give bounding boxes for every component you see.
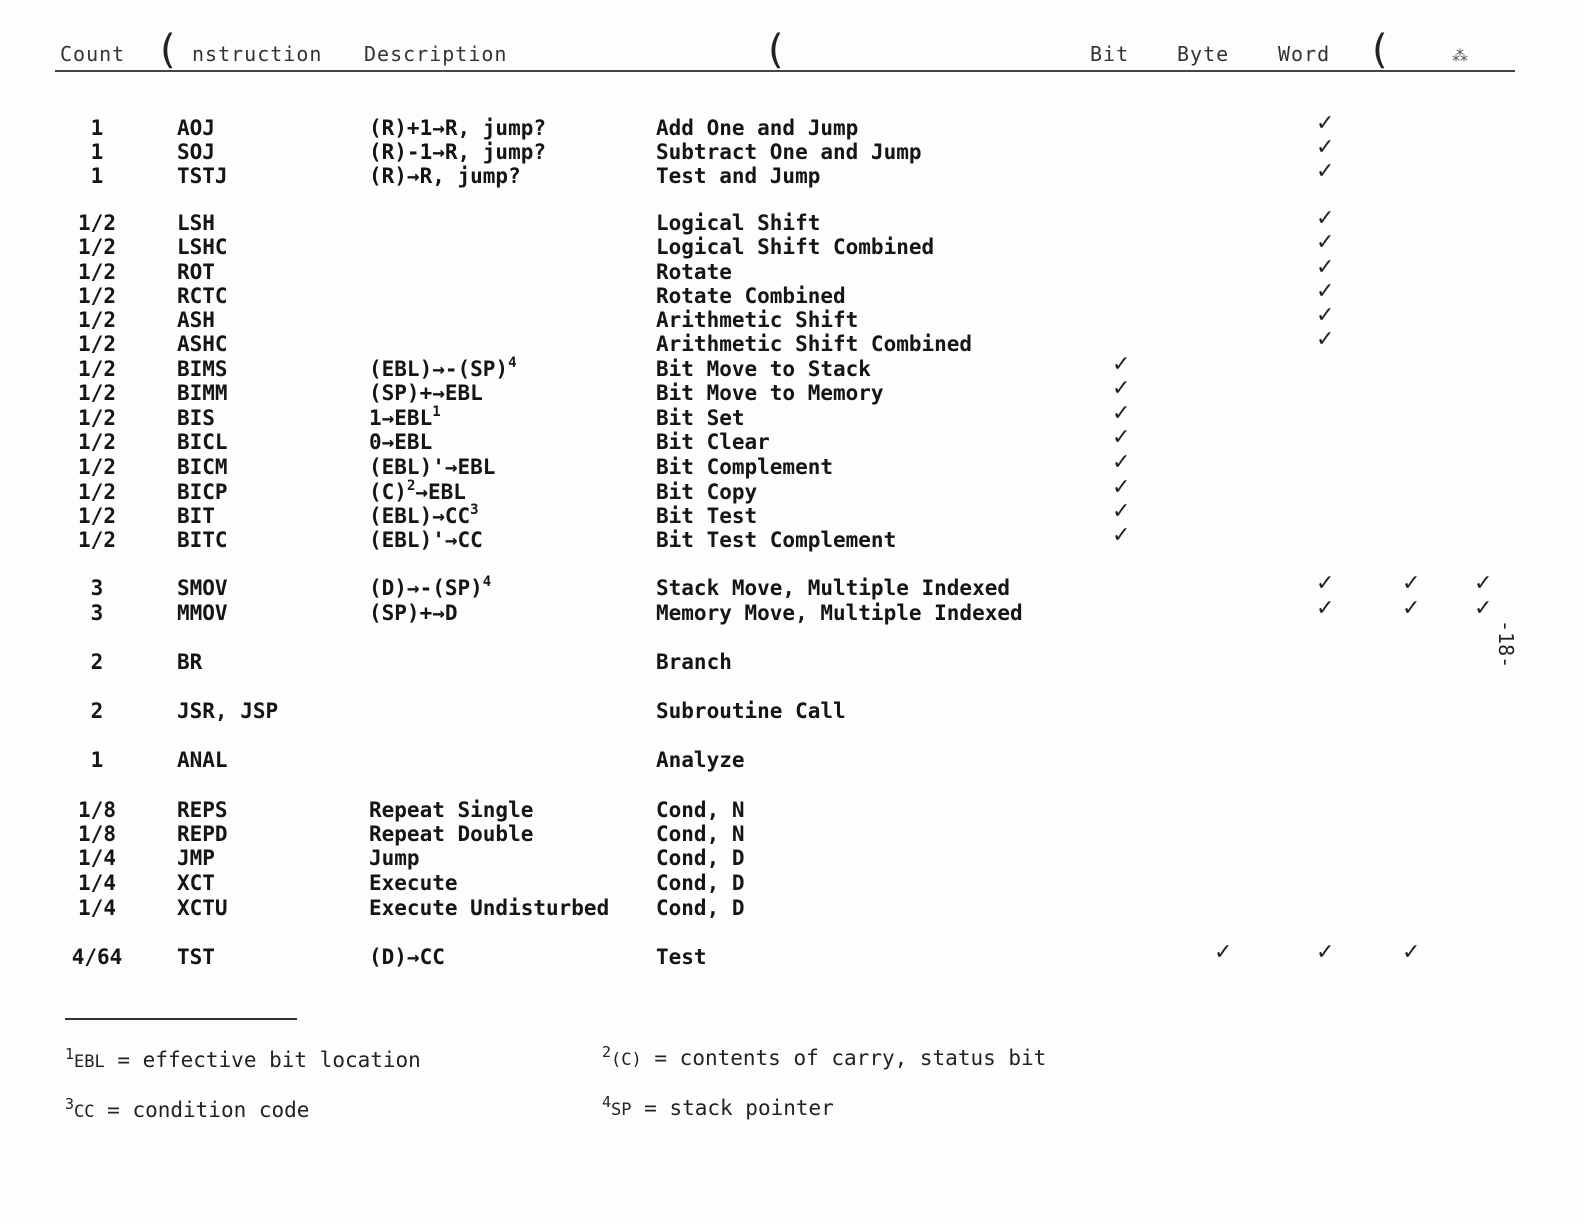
check-icon: ✓: [1316, 327, 1335, 352]
row-instruction: LSHC: [177, 235, 228, 259]
row-instruction: REPS: [177, 798, 228, 822]
row-instruction: TST: [177, 945, 215, 969]
smudge-mark: ⁂: [1452, 46, 1468, 65]
row-instruction: BICP: [177, 480, 228, 504]
check-icon: ✓: [1402, 940, 1421, 965]
check-icon: ✓: [1474, 571, 1493, 596]
row-description: Add One and Jump: [656, 116, 859, 140]
footnote-abbr: SP: [611, 1100, 632, 1120]
row-count: 1/2: [78, 381, 116, 405]
check-icon: ✓: [1112, 401, 1131, 426]
check-icon: ✓: [1112, 425, 1131, 450]
header-word: Word: [1278, 42, 1331, 66]
footnote-ref: 4: [508, 355, 517, 371]
row-count: 1: [90, 116, 104, 140]
header-byte: Byte: [1177, 42, 1230, 66]
row-description: Bit Test Complement: [656, 528, 897, 552]
footnote-abbr: EBL: [74, 1052, 105, 1072]
row-description: Bit Move to Memory: [656, 381, 884, 405]
paren-mark: (: [160, 27, 176, 73]
row-count: 1/8: [78, 822, 116, 846]
row-count: 1/2: [78, 308, 116, 332]
header-count: Count: [60, 42, 126, 66]
row-count: 1/8: [78, 798, 116, 822]
row-description: Rotate: [656, 260, 732, 284]
row-operation: $1\to EBL^1$: [369, 404, 441, 430]
row-operation: (R)+1→R, jump?: [369, 116, 547, 140]
row-operation: $(C)^2\to EBL$: [369, 478, 466, 504]
row-count: 1/2: [78, 260, 116, 284]
footnote: [602, 1040, 1046, 1072]
row-instruction: RCTC: [177, 284, 228, 308]
row-operation: (R)→R, jump?: [369, 164, 521, 188]
row-operation: (EBL)'→CC: [369, 528, 483, 552]
check-icon: ✓: [1316, 940, 1335, 965]
footnote-text: = condition code: [94, 1098, 310, 1122]
footnote-number: 3: [65, 1095, 75, 1113]
row-count: 1/2: [78, 211, 116, 235]
row-description: Analyze: [656, 748, 745, 772]
footnote-text: = contents of carry, status bit: [641, 1046, 1047, 1070]
row-instruction: AOJ: [177, 116, 215, 140]
footnote-number: 1: [65, 1045, 75, 1063]
row-operation: (EBL)'→EBL: [369, 455, 496, 479]
header-instruction: nstruction: [192, 42, 323, 66]
row-instruction: ANAL: [177, 748, 228, 772]
row-instruction: BIMS: [177, 357, 228, 381]
row-instruction: BIS: [177, 406, 215, 430]
header-bit: Bit: [1090, 42, 1130, 66]
row-description: Bit Copy: [656, 480, 758, 504]
footnote-ref: 2: [406, 478, 416, 494]
footnote: [65, 1042, 421, 1074]
check-icon: ✓: [1112, 475, 1131, 500]
check-icon: ✓: [1316, 111, 1335, 136]
row-operation: Repeat Single: [369, 798, 534, 822]
check-icon: ✓: [1316, 159, 1335, 184]
check-icon: ✓: [1112, 523, 1131, 548]
check-icon: ✓: [1112, 376, 1131, 401]
check-icon: ✓: [1112, 352, 1131, 377]
check-icon: ✓: [1474, 596, 1493, 621]
check-icon: ✓: [1402, 571, 1421, 596]
row-instruction: REPD: [177, 822, 228, 846]
footnote: [602, 1090, 834, 1122]
row-count: 2: [90, 650, 104, 674]
row-instruction: BITC: [177, 528, 228, 552]
header-rule: [55, 70, 1515, 72]
row-count: 1/2: [78, 284, 116, 308]
footnote-abbr: CC: [74, 1102, 95, 1122]
row-description: Bit Test: [656, 504, 758, 528]
row-description: Test and Jump: [656, 164, 821, 188]
footnote: [65, 1092, 309, 1124]
row-instruction: BIT: [177, 504, 215, 528]
row-operation: (SP)+→EBL: [369, 381, 483, 405]
row-operation: (D)→-(SP)$^4$: [369, 574, 492, 600]
row-count: 1/4: [78, 871, 116, 895]
check-icon: ✓: [1316, 206, 1335, 231]
header-description: Description: [364, 42, 508, 66]
check-icon: ✓: [1316, 303, 1335, 328]
row-description: Subroutine Call: [656, 699, 846, 723]
row-operation: (EBL)→-(SP)$^4$: [369, 355, 517, 381]
row-operation: (SP)+→D: [369, 601, 458, 625]
row-instruction: XCTU: [177, 896, 228, 920]
footnote-ref: 1: [432, 404, 441, 420]
row-count: 1/4: [78, 846, 116, 870]
check-icon: ✓: [1214, 940, 1233, 965]
row-description: Logical Shift Combined: [656, 235, 935, 259]
row-count: 3: [90, 576, 104, 600]
row-instruction: JMP: [177, 846, 215, 870]
row-count: 1/2: [78, 430, 116, 454]
row-description: Arithmetic Shift Combined: [656, 332, 973, 356]
row-instruction: SOJ: [177, 140, 215, 164]
row-description: Cond, D: [656, 871, 745, 895]
row-count: 1/2: [78, 235, 116, 259]
row-description: Bit Complement: [656, 455, 834, 479]
check-icon: ✓: [1316, 596, 1335, 621]
check-icon: ✓: [1316, 135, 1335, 160]
row-description: Test: [656, 945, 707, 969]
footnote-number: 4: [602, 1093, 612, 1111]
row-operation: Repeat Double: [369, 822, 534, 846]
check-icon: ✓: [1316, 255, 1335, 280]
check-icon: ✓: [1316, 230, 1335, 255]
row-description: Bit Set: [656, 406, 745, 430]
row-instruction: BIMM: [177, 381, 228, 405]
row-instruction: ROT: [177, 260, 215, 284]
row-description: Memory Move, Multiple Indexed: [656, 601, 1023, 625]
row-operation: (D)→CC: [369, 945, 445, 969]
row-description: Branch: [656, 650, 732, 674]
paren-mark: (: [768, 27, 784, 73]
row-operation: $(EBL)\to CC^3$: [369, 502, 479, 528]
row-count: 1/2: [78, 357, 116, 381]
row-description: Bit Move to Stack: [656, 357, 871, 381]
row-description: Stack Move, Multiple Indexed: [656, 576, 1011, 600]
footnote-ref: 4: [482, 574, 492, 590]
row-instruction: BICM: [177, 455, 228, 479]
row-count: 1/2: [78, 455, 116, 479]
footnote-ref: 3: [470, 502, 479, 518]
row-instruction: ASH: [177, 308, 215, 332]
row-description: Arithmetic Shift: [656, 308, 859, 332]
row-description: Cond, D: [656, 896, 745, 920]
footnote-number: 2: [602, 1043, 612, 1061]
row-instruction: MMOV: [177, 601, 228, 625]
footnote-rule: [65, 1018, 297, 1020]
check-icon: ✓: [1112, 499, 1131, 524]
row-instruction: SMOV: [177, 576, 228, 600]
row-operation: Execute: [369, 871, 458, 895]
check-icon: ✓: [1402, 596, 1421, 621]
paren-mark: (: [1372, 27, 1388, 73]
row-instruction: TSTJ: [177, 164, 228, 188]
row-description: Bit Clear: [656, 430, 770, 454]
row-instruction: XCT: [177, 871, 215, 895]
footnote-text: = stack pointer: [631, 1096, 834, 1120]
row-count: 4/64: [71, 945, 123, 969]
row-description: Cond, N: [656, 822, 745, 846]
row-instruction: BICL: [177, 430, 228, 454]
check-icon: ✓: [1112, 450, 1131, 475]
footnote-text: = effective bit location: [104, 1048, 421, 1072]
row-description: Cond, N: [656, 798, 745, 822]
check-icon: ✓: [1316, 279, 1335, 304]
row-instruction: ASHC: [177, 332, 228, 356]
page-number: -18-: [1494, 620, 1518, 669]
row-instruction: BR: [177, 650, 203, 674]
row-operation: 0→EBL: [369, 430, 433, 454]
row-operation: (R)-1→R, jump?: [369, 140, 547, 164]
footnote-abbr: (C): [611, 1050, 642, 1070]
row-count: 1: [90, 164, 104, 188]
row-operation: Execute Undisturbed: [369, 896, 610, 920]
row-instruction: LSH: [177, 211, 215, 235]
row-count: 1: [90, 748, 104, 772]
row-description: Cond, D: [656, 846, 745, 870]
row-count: 3: [90, 601, 104, 625]
row-description: Rotate Combined: [656, 284, 846, 308]
row-description: Logical Shift: [656, 211, 821, 235]
row-count: 1/2: [78, 406, 116, 430]
row-count: 1: [90, 140, 104, 164]
row-count: 1/2: [78, 332, 116, 356]
row-operation: Jump: [369, 846, 420, 870]
row-description: Subtract One and Jump: [656, 140, 922, 164]
row-count: 1/2: [78, 528, 116, 552]
check-icon: ✓: [1316, 571, 1335, 596]
row-count: 1/2: [78, 480, 116, 504]
row-count: 2: [90, 699, 104, 723]
row-instruction: JSR, JSP: [177, 699, 279, 723]
row-count: 1/4: [78, 896, 116, 920]
row-count: 1/2: [78, 504, 116, 528]
